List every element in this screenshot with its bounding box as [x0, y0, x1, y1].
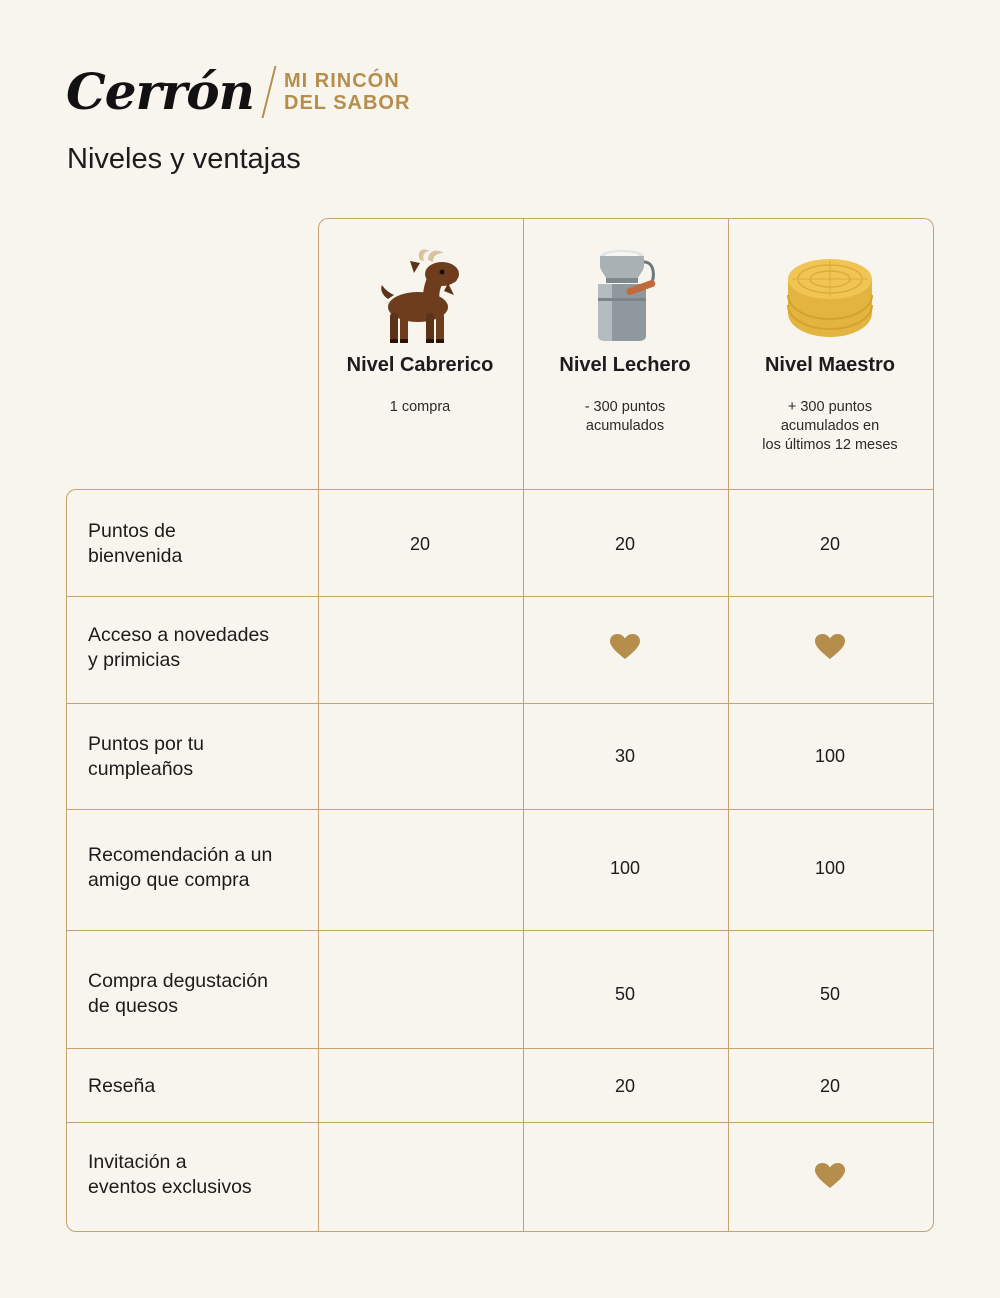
level-name-cabrerico: Nivel Cabrerico: [346, 354, 494, 376]
logo-divider: [262, 66, 277, 118]
row-divider: [67, 930, 933, 931]
level-name-maestro: Nivel Maestro: [764, 354, 896, 376]
table-cell: 20: [819, 1076, 841, 1096]
row-divider: [67, 1122, 933, 1123]
heart-icon: [815, 1163, 845, 1189]
brand-header: [66, 62, 410, 122]
cheese-wheel-icon: [786, 255, 874, 339]
table-cell: 100: [814, 746, 846, 766]
table-cell: 20: [614, 534, 636, 554]
level-name-lechero: Nivel Lechero: [559, 354, 691, 376]
table-cell: 20: [409, 534, 431, 554]
table-cell: 50: [614, 984, 636, 1004]
brand-logo: Cerrón: [66, 62, 254, 121]
row-label-early-access: Acceso a novedades y primicias: [88, 624, 270, 671]
row-label-welcome-points: Puntos de bienvenida: [88, 520, 183, 567]
row-label-exclusive-events: Invitación a eventos exclusivos: [88, 1151, 252, 1198]
row-label-friend-referral: Recomendación a un amigo que compra: [88, 844, 273, 891]
row-divider: [67, 1048, 933, 1049]
row-label-cheese-tasting: Compra degustación de quesos: [88, 970, 268, 1017]
table-cell: 100: [609, 858, 641, 878]
column-divider: [318, 489, 319, 1231]
tagline-line-2: DEL SABOR: [284, 92, 411, 114]
page-title: Niveles y ventajas: [67, 143, 301, 175]
row-divider: [67, 809, 933, 810]
brand-tagline: [284, 70, 410, 114]
row-divider: [67, 596, 933, 597]
level-requirement-maestro: + 300 puntos acumulados en los últimos 12 meses: [762, 399, 898, 453]
milk-can-icon: [590, 248, 662, 342]
row-label-review: Reseña: [88, 1075, 156, 1097]
level-requirement-lechero: - 300 puntos acumulados: [584, 399, 666, 434]
row-label-birthday-points: Puntos por tu cumpleaños: [88, 733, 204, 780]
heart-icon: [815, 634, 845, 660]
tagline-line-1: MI RINCÓN: [284, 70, 400, 92]
level-requirement-cabrerico: 1 compra: [389, 399, 451, 415]
table-cell: 20: [614, 1076, 636, 1096]
heart-icon: [610, 634, 640, 660]
table-cell: 20: [819, 534, 841, 554]
table-cell: 50: [819, 984, 841, 1004]
table-cell: 30: [614, 746, 636, 766]
goat-icon: [372, 245, 468, 345]
table-cell: 100: [814, 858, 846, 878]
row-divider: [67, 703, 933, 704]
